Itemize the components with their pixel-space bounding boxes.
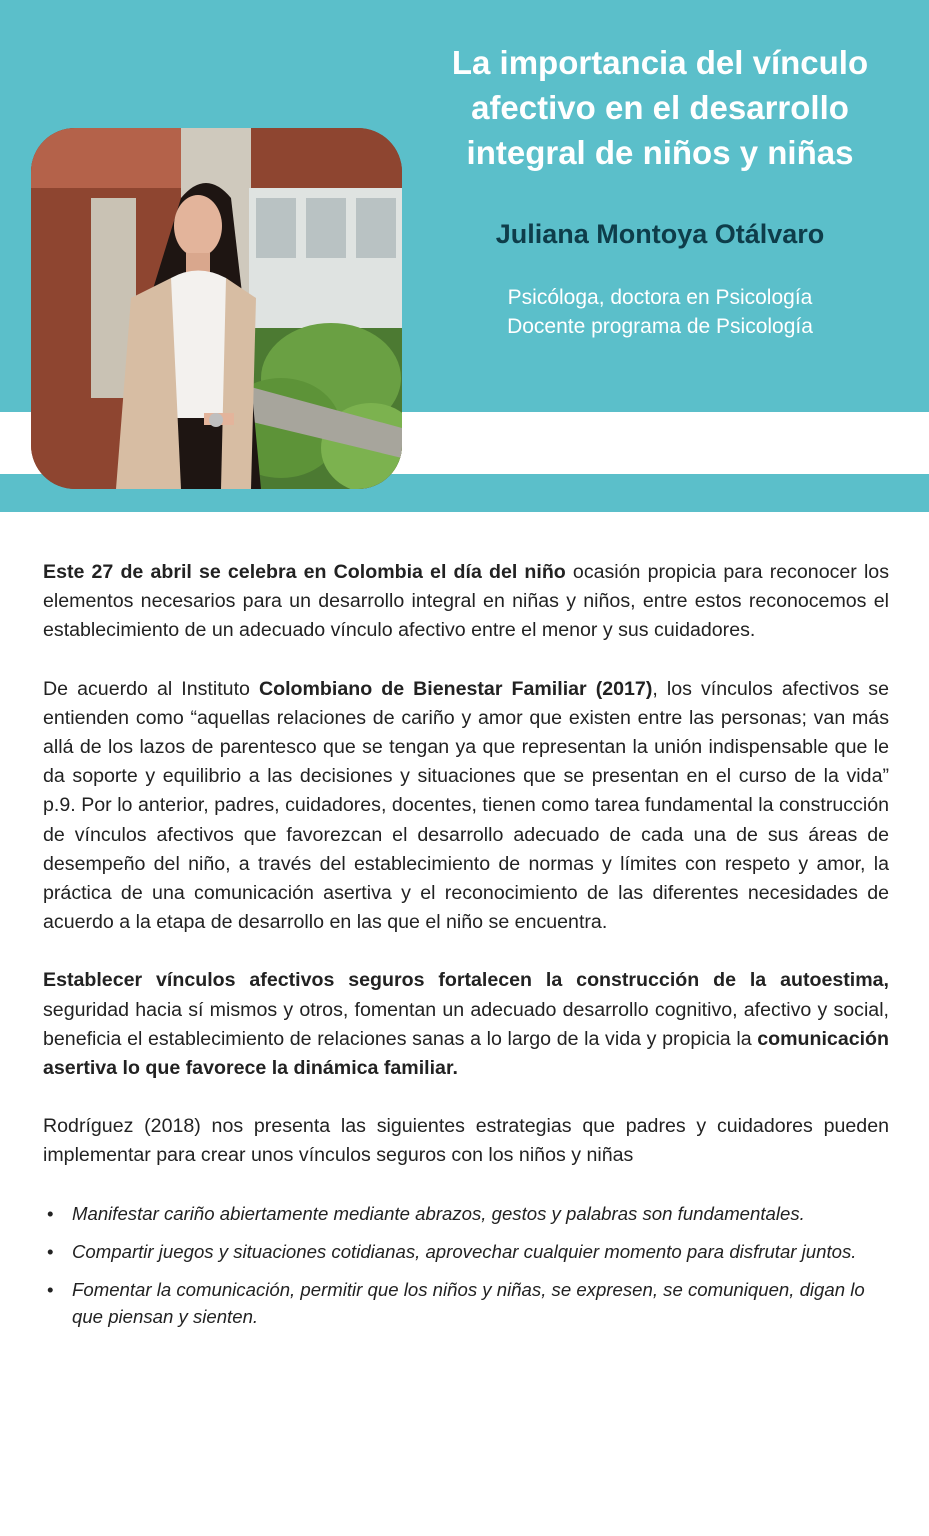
article-title [410,40,910,175]
title-line-1: La importancia del vínculo [451,44,869,81]
intro-text: ocasión propicia para reconocer los elementos necesarios para un desarrollo integral en niñas y niños, entre estos reconocemos el establecimiento de un adecuado vínculo afectivo entre el menor y sus cuidadores. [43,561,890,642]
benefits-bold-end: comunicación asertiva lo que favorece la dinámica familiar. [43,1027,889,1080]
list-item-text: Manifestar cariño abiertamente mediante abrazos, gestos y palabras son fundamentales. [72,1202,805,1224]
icbf-lead: De acuerdo al Instituto [43,677,259,700]
author-name: Juliana Montoya Otálvaro [495,219,825,249]
bullet-icon: • [47,1240,54,1262]
paragraph-icbf [43,675,889,938]
paragraph-intro [43,558,889,646]
author-photo [31,128,402,489]
title-line-3: integral de niños y niñas [466,134,854,171]
benefits-text: seguridad hacia sí mismos y otros, fomentan un adecuado desarrollo cognitivo, afectivo y social, beneficia el establecimiento de relaciones sanas a lo largo de la vida y propicia la [43,998,889,1050]
author-role-position: Docente programa de Psicología [507,315,813,338]
intro-bold: Este 27 de abril se celebra en Colombia el día del niño [43,561,566,583]
paragraph-strategies-intro: Rodríguez (2018) nos presenta las siguientes estrategias que padres y cuidadores pueden implementar para crear unos vínculos seguros con los niños y niñas [43,1115,889,1167]
paragraph-benefits [43,966,889,1083]
author-role-degree: Psicóloga, doctora en Psicología [507,286,813,309]
strategies-list [43,1200,889,1330]
list-item-text: Compartir juegos y situaciones cotidianas, aprovechar cualquier momento para disfrutar juntos. [72,1240,857,1262]
title-line-2: afectivo en el desarrollo [471,89,849,126]
bullet-icon: • [47,1278,54,1300]
benefits-bold: Establecer vínculos afectivos seguros fortalecen la construcción de la autoestima, [43,969,889,992]
list-item [43,1238,889,1265]
article-body [43,558,889,1341]
list-item [43,1200,889,1227]
icbf-text: , los vínculos afectivos se entienden como “aquellas relaciones de cariño y amor que existen entre las personas; van más allá de los lazos de parentesco que se tengan ya que representan la unión indispensable que le da soporte y equilibrio a las decisiones y situaciones que se presentan en el curso de la vida” p.9. Por lo anterior, padres, cuidadores, docentes, tienen como tarea fundamental la construcción de vínculos afectivos que favorezcan el desarrollo adecuado de cada una de sus áreas de desempeño del niño, a través del establecimiento de normas y límites con respeto y amor, la práctica de una comunicación asertiva y el reconocimiento de las diferentes necesidades de acuerdo a la etapa de desarrollo en las que el niño se encuentra. [43,677,889,934]
bullet-icon: • [47,1202,54,1224]
list-item [43,1276,889,1330]
list-item-text: Fomentar la comunicación, permitir que los niños y niñas, se expresen, se comuniquen, digan lo que piensan y sienten. [72,1278,865,1327]
icbf-source-bold: Colombiano de Bienestar Familiar (2017) [258,677,653,700]
